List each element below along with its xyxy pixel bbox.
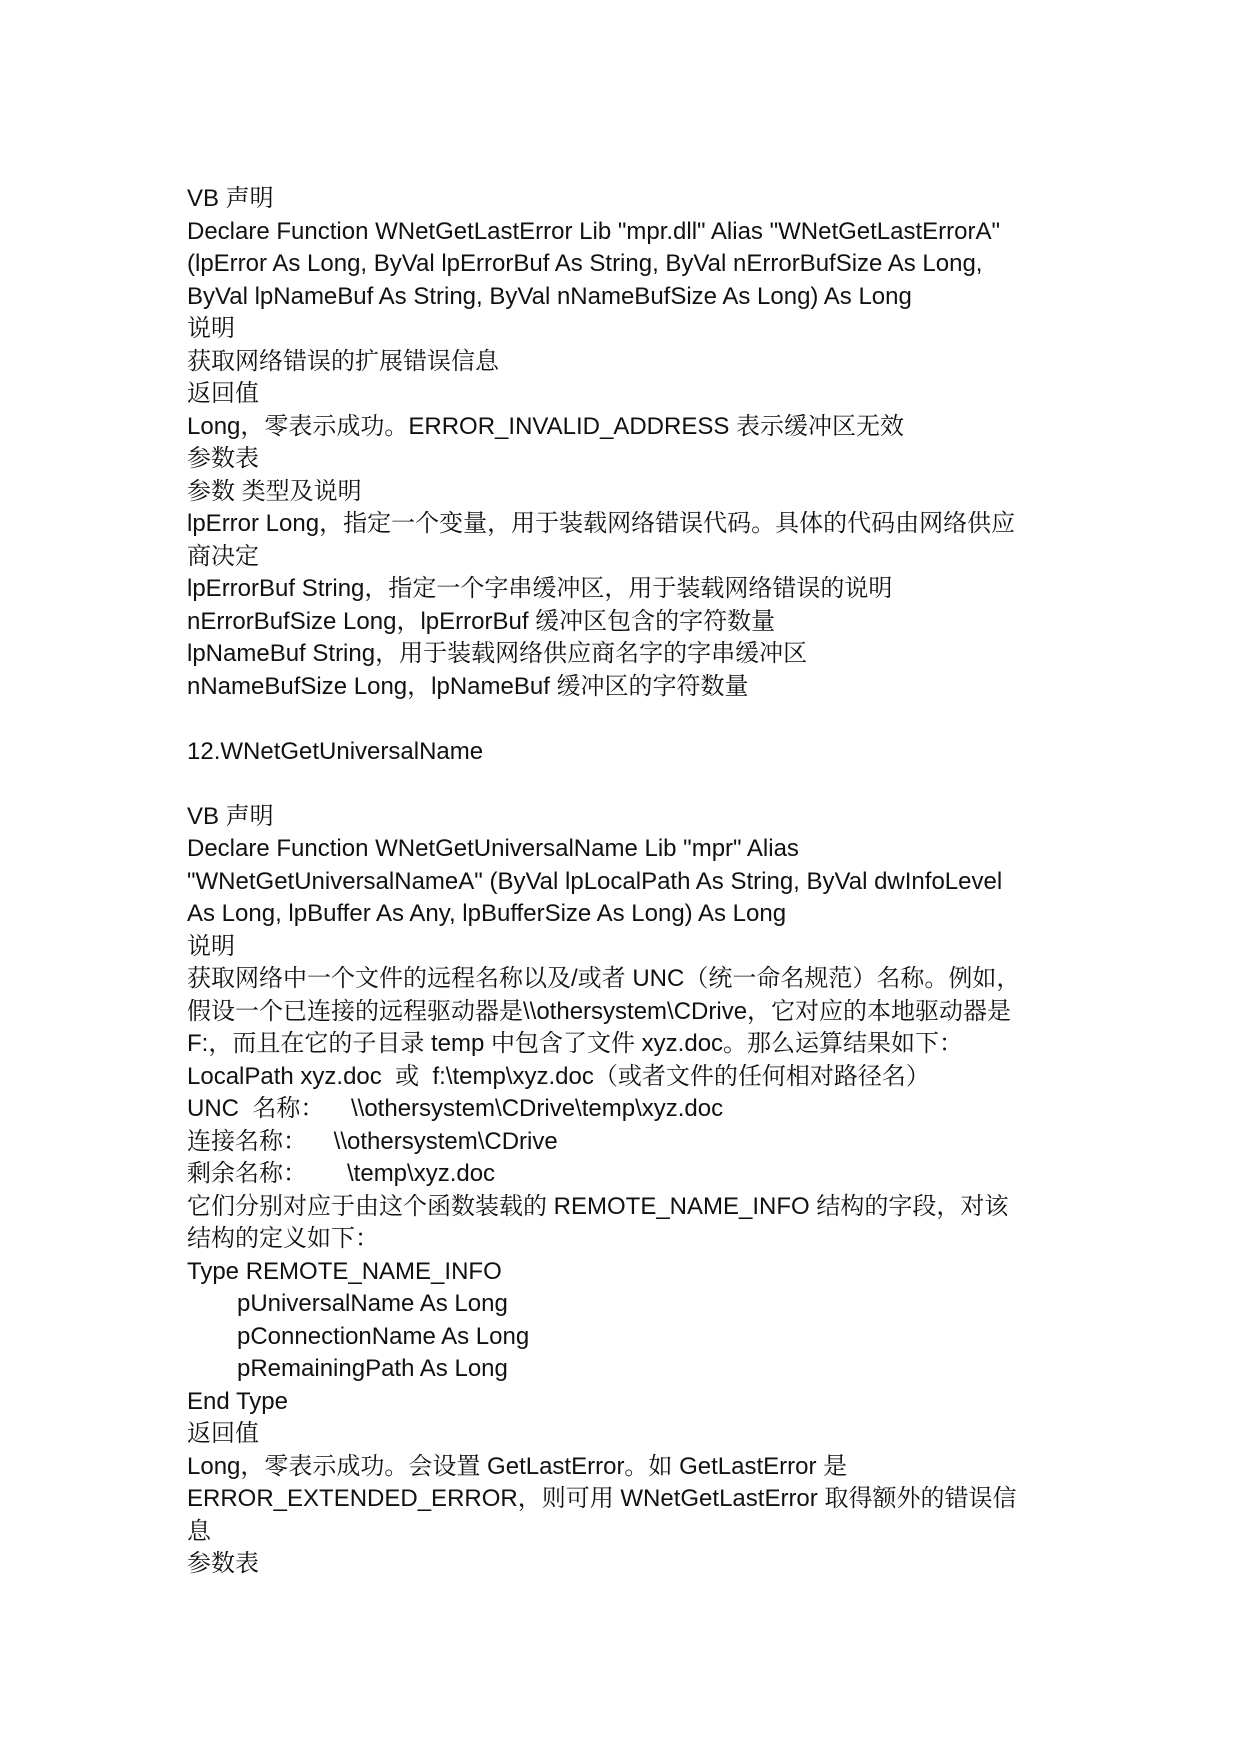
parameter-table-heading: 参数表 [187,445,259,472]
parameter-line: nErrorBufSize Long，lpErrorBuf 缓冲区包含的字符数量 [187,607,776,635]
declaration-line: Declare Function WNetGetLastError Lib "mpr.dll" Alias "WNetGetLastErrorA" [187,217,1001,245]
description-line: 获取网络中一个文件的远程名称以及/或者 UNC（统一命名规范）名称。例如， [187,965,1021,992]
return-value-heading: 返回值 [187,380,259,407]
type-field: pRemainingPath As Long [237,1355,508,1382]
parameter-line: lpNameBuf String，用于装载网络供应商名字的字串缓冲区 [187,640,808,667]
description-line: 结构的定义如下： [187,1225,379,1252]
declaration-line: (lpError As Long, ByVal lpErrorBuf As String, ByVal nErrorBufSize As Long, [187,250,983,277]
description-heading: 说明 [187,932,235,960]
declaration-line: "WNetGetUniversalNameA" (ByVal lpLocalPath As String, ByVal dwInfoLevel [187,867,1003,895]
document-page [187,183,1067,1581]
parameter-table-header: 参数 类型及说明 [187,477,362,505]
type-declaration-close: End Type [187,1387,288,1415]
parameter-line: lpErrorBuf String，指定一个字串缓冲区，用于装载网络错误的说明 [187,575,893,602]
parameter-line: lpError Long，指定一个变量，用于装载网络错误代码。具体的代码由网络供应 [187,510,1016,537]
declaration-line: Declare Function WNetGetUniversalName Lib "mpr" Alias [187,835,799,862]
paragraph-spacer [187,703,1067,736]
paragraph-spacer [187,768,1067,801]
type-field: pConnectionName As Long [237,1322,530,1350]
parameter-line: 商决定 [187,542,259,570]
declaration-line: As Long, lpBuffer As Any, lpBufferSize As Long) As Long [187,900,787,927]
description-line: 假设一个已连接的远程驱动器是\\othersystem\CDrive，它对应的本地驱动器是 [187,997,1012,1025]
section-title: 12.WNetGetUniversalName [187,737,484,765]
description-text: 获取网络错误的扩展错误信息 [187,347,499,375]
description-line: F:，而且在它的子目录 temp 中包含了文件 xyz.doc。那么运算结果如下： [187,1030,964,1057]
description-line: 它们分别对应于由这个函数装载的 REMOTE_NAME_INFO 结构的字段，对该 [187,1192,1009,1220]
type-field: pUniversalName As Long [237,1290,508,1317]
return-value-line: Long，零表示成功。会设置 GetLastError。如 GetLastError 是 [187,1452,848,1480]
description-line: 剩余名称： \temp\xyz.doc [187,1160,496,1187]
return-value-text: Long，零表示成功。ERROR_INVALID_ADDRESS 表示缓冲区无效 [187,412,905,440]
description-line: LocalPath xyz.doc 或 f:\temp\xyz.doc（或者文件的任何相对路径名） [187,1062,930,1090]
parameter-table-heading: 参数表 [187,1550,259,1577]
return-value-line: ERROR_EXTENDED_ERROR，则可用 WNetGetLastError 取得额外的错误信 [187,1485,1017,1512]
declaration-line: ByVal lpNameBuf As String, ByVal nNameBufSize As Long) As Long [187,282,912,310]
parameter-line: nNameBufSize Long，lpNameBuf 缓冲区的字符数量 [187,672,749,700]
return-value-line: 息 [187,1517,211,1545]
description-line: UNC 名称： \\othersystem\CDrive\temp\xyz.doc [187,1095,724,1122]
vb-declaration-heading: VB 声明 [187,802,274,830]
description-heading: 说明 [187,315,235,342]
type-declaration-open: Type REMOTE_NAME_INFO [187,1257,502,1285]
description-line: 连接名称： \\othersystem\CDrive [187,1127,558,1155]
vb-declaration-heading: VB 声明 [187,185,274,212]
return-value-heading: 返回值 [187,1420,259,1447]
